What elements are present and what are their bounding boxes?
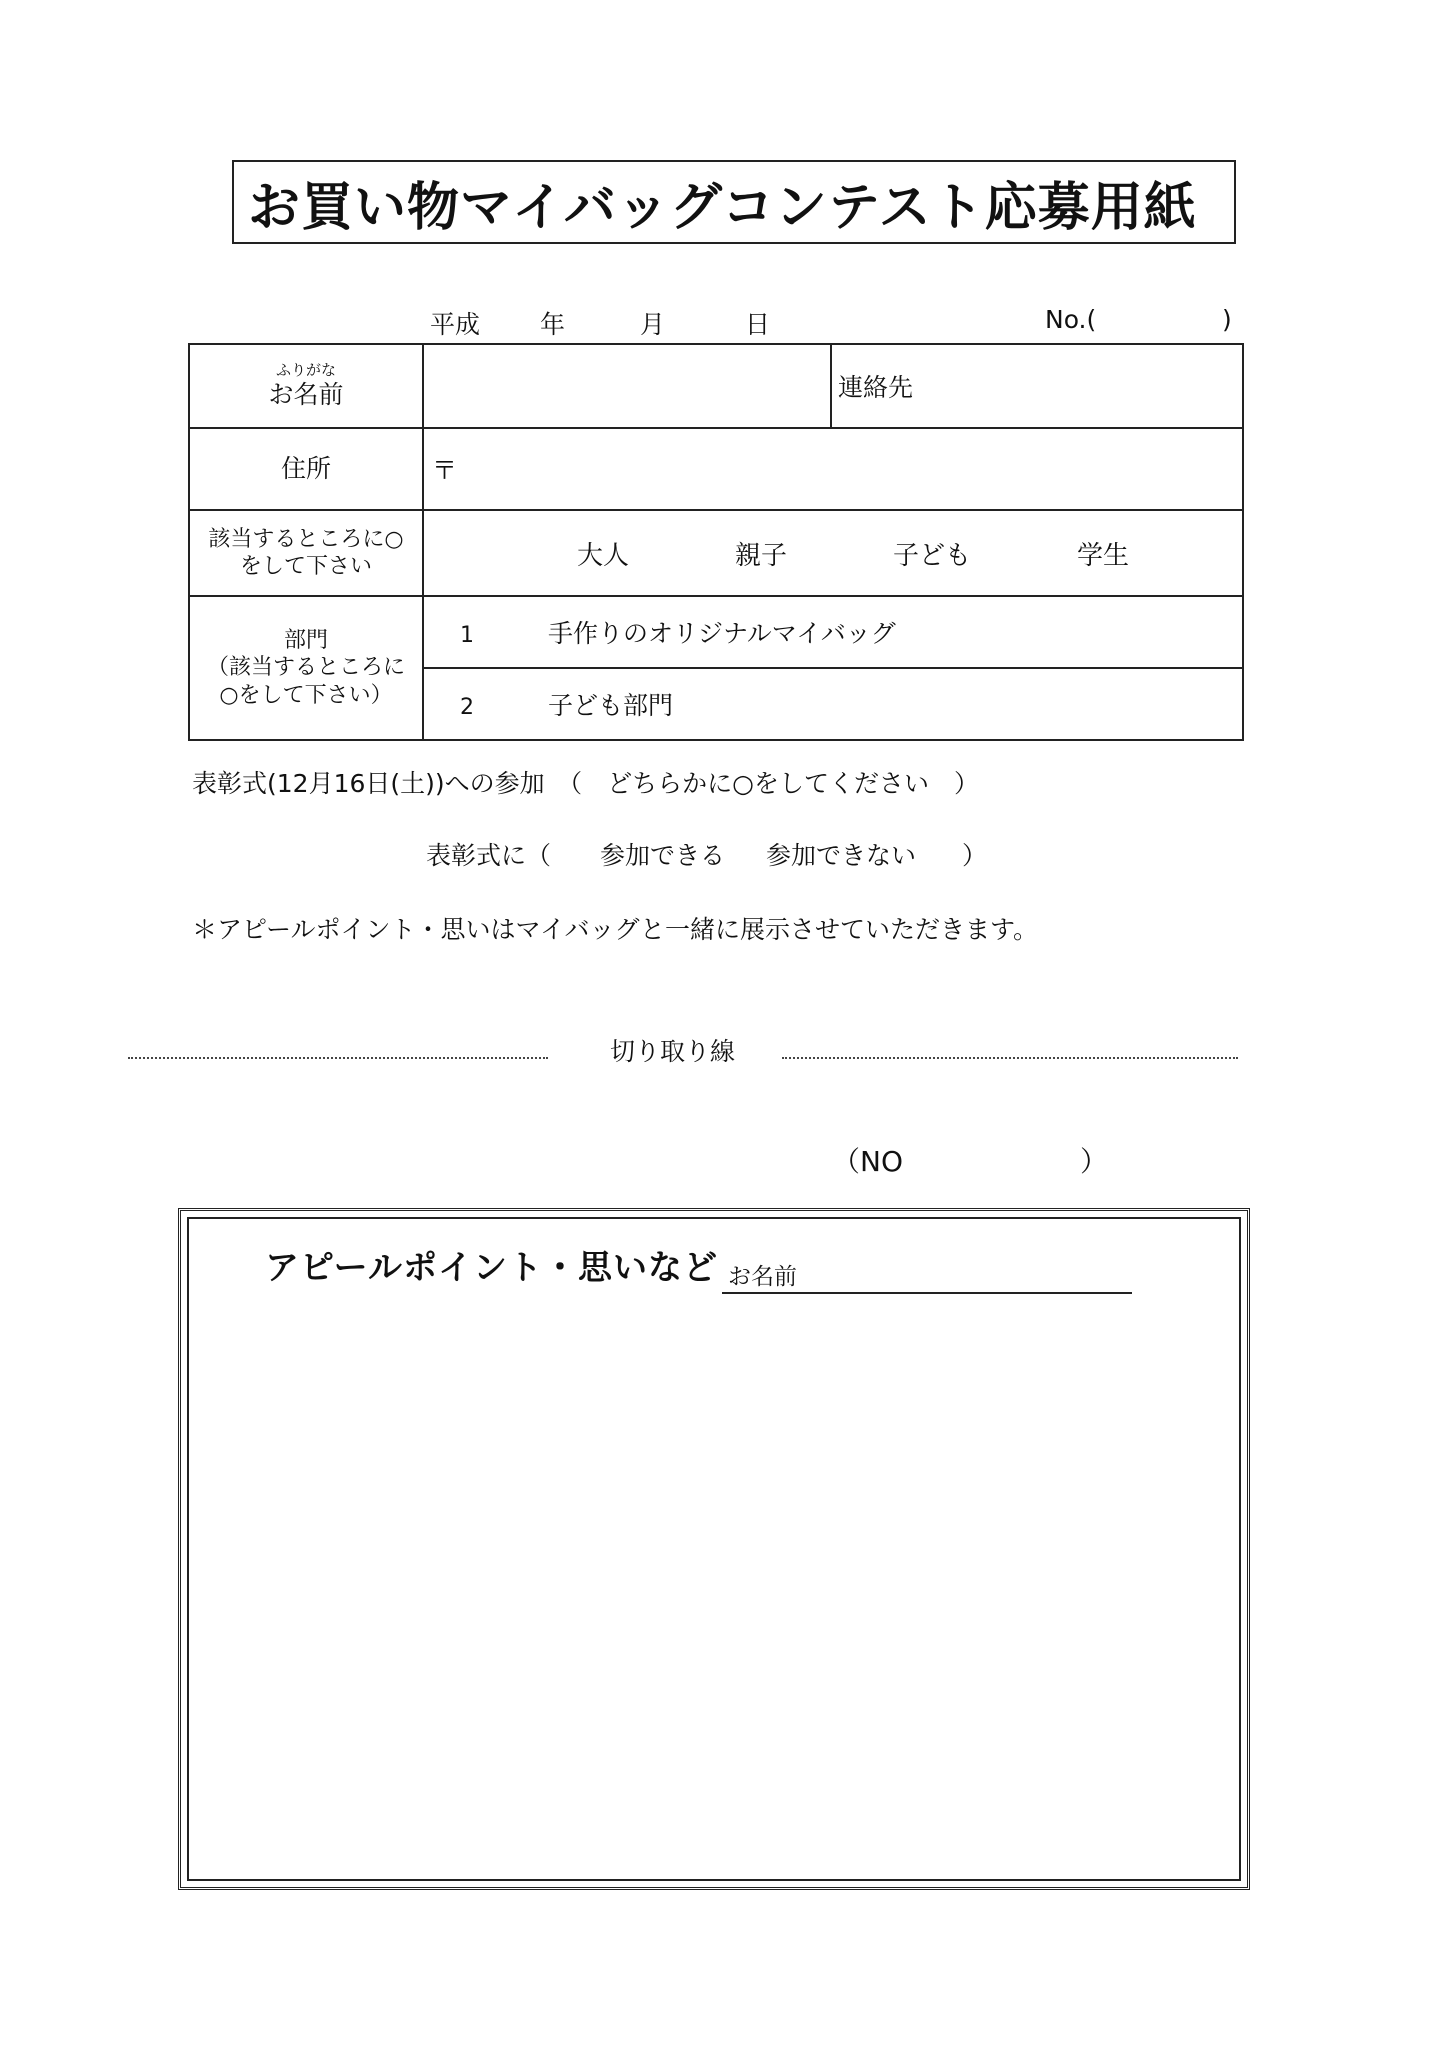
title-box <box>232 160 1236 244</box>
appeal-name-underline[interactable] <box>722 1292 1132 1294</box>
department-label: 子ども部門 <box>547 691 673 720</box>
department-option-1[interactable] <box>423 596 1243 668</box>
category-adult[interactable]: 大人 <box>576 540 629 571</box>
ceremony-option-attend[interactable]: 参加できる <box>600 841 726 870</box>
ceremony-option-not-attend[interactable]: 参加できない <box>766 841 917 870</box>
bottom-number-close: ） <box>1080 1145 1109 1178</box>
category-options <box>423 510 1243 596</box>
name-label: お名前 <box>268 379 344 409</box>
contact-label: 連絡先 <box>838 373 914 402</box>
address-label-cell <box>189 428 423 510</box>
address-label: 住所 <box>280 454 331 483</box>
postal-mark: 〒 <box>432 456 458 485</box>
bottom-number-open: （NO <box>832 1145 903 1178</box>
number-close: ) <box>1222 305 1232 334</box>
category-label-line1: 該当するところに○ <box>208 526 404 552</box>
date-month: 月 <box>640 310 666 339</box>
appeal-box-inner[interactable] <box>187 1217 1241 1881</box>
date-era: 平成 <box>430 310 481 339</box>
department-option-2[interactable] <box>423 668 1243 740</box>
category-label-line2: をして下さい <box>239 554 372 579</box>
category-label-cell <box>189 510 423 596</box>
name-label-cell <box>189 344 423 428</box>
entry-form-table <box>188 343 1244 741</box>
number-label: No.( <box>1045 305 1097 334</box>
department-label-line2: （該当するところに <box>206 655 405 681</box>
address-field[interactable] <box>423 428 1243 510</box>
category-parent-child[interactable]: 親子 <box>734 540 787 571</box>
page-title: お買い物マイバッグコンテスト応募用紙 <box>248 177 1197 238</box>
department-label: 手作りのオリジナルマイバッグ <box>547 619 896 648</box>
ceremony-question: 表彰式(12月16日(土))への参加 （ どちらかに○をしてください ） <box>192 769 979 798</box>
display-note: ＊アピールポイント・思いはマイバッグと一緒に展示させていただきます。 <box>192 915 1039 944</box>
ceremony-suffix: ） <box>962 841 988 870</box>
ceremony-prefix: 表彰式に（ <box>426 841 552 870</box>
cut-line-right <box>782 1057 1238 1059</box>
date-day: 日 <box>745 310 771 339</box>
name-ruby: ふりがな <box>275 360 336 379</box>
contact-field[interactable] <box>831 344 1243 428</box>
cut-line-label: 切り取り線 <box>610 1037 736 1066</box>
department-label-cell <box>189 596 423 740</box>
cut-line-left <box>128 1057 548 1059</box>
date-year: 年 <box>540 310 566 339</box>
appeal-title: アピールポイント・思いなど <box>265 1248 718 1288</box>
appeal-box <box>178 1208 1250 1890</box>
appeal-name-label: お名前 <box>728 1264 797 1290</box>
name-field[interactable] <box>423 344 831 428</box>
category-child[interactable]: 子ども <box>892 540 971 571</box>
category-student[interactable]: 学生 <box>1076 540 1129 571</box>
department-num: 2 <box>460 695 474 720</box>
department-num: 1 <box>460 623 474 648</box>
department-label-line3: ○をして下さい） <box>219 682 393 708</box>
department-label-line1: 部門 <box>283 627 328 653</box>
